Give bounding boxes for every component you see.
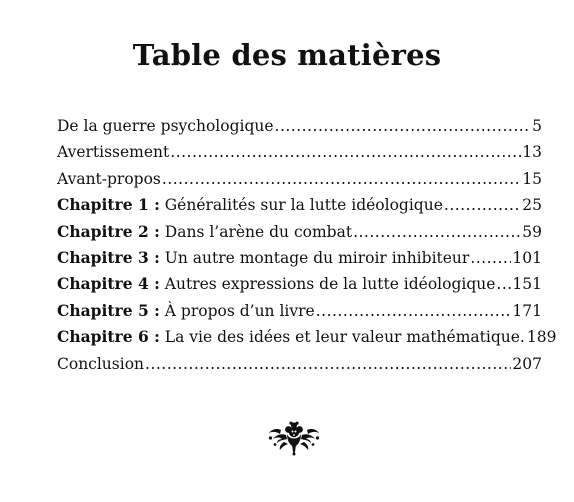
toc-entry-title [57, 169, 161, 188]
toc-entry-title [57, 116, 274, 135]
dot-leader [470, 249, 511, 267]
toc-entry-text: Avant-propos [57, 169, 161, 188]
toc-entry [57, 248, 542, 274]
dot-leader [444, 196, 521, 214]
toc-entry-title [57, 248, 469, 267]
toc-entry [57, 222, 542, 248]
toc-chapter-label: Chapitre 3 : [57, 247, 160, 267]
toc-entry-text: La vie des idées et leur valeur mathématique. [159, 328, 525, 347]
toc-chapter-label: Chapitre 6 : [57, 327, 160, 347]
toc-entry-text: À propos d’un livre [159, 301, 315, 320]
toc-chapter-label: Chapitre 4 : [57, 274, 160, 294]
dot-leader [275, 117, 532, 135]
table-of-contents [57, 116, 557, 380]
toc-entry-text: Avertissement [57, 143, 170, 162]
toc-entry-title [57, 222, 352, 241]
toc-chapter-label: Chapitre 5 : [57, 300, 160, 320]
toc-entry-text: Dans l’arène du combat [159, 222, 353, 241]
toc-entry [57, 169, 542, 195]
toc-entry-title [57, 142, 169, 161]
dot-leader [170, 143, 521, 161]
toc-page-number: 171 [512, 301, 542, 320]
toc-page-number: 207 [512, 354, 542, 373]
toc-page-number: 15 [522, 169, 542, 188]
toc-page-number: 25 [522, 196, 542, 215]
toc-entry [57, 142, 542, 168]
dot-leader [496, 275, 511, 293]
toc-entry [57, 116, 542, 142]
toc-entry-text: De la guerre psychologique [57, 117, 274, 135]
toc-entry-title [57, 195, 443, 214]
toc-page-number: 151 [512, 275, 542, 294]
dot-leader [316, 302, 512, 320]
toc-entry-title [57, 327, 525, 346]
toc-entry-text: Conclusion [57, 354, 145, 373]
toc-entry-text: Un autre montage du miroir inhibiteur [159, 248, 470, 267]
toc-page-number: 189 [526, 328, 557, 347]
toc-entry-text: Autres expressions de la lutte idéologique [159, 275, 496, 294]
toc-page-number: 101 [512, 248, 542, 267]
toc-entry [57, 301, 542, 327]
toc-entry-title [57, 301, 315, 320]
toc-entry [57, 327, 557, 353]
page-title: Table des matières [132, 38, 442, 72]
toc-chapter-label: Chapitre 1 : [57, 195, 160, 215]
dot-leader [145, 355, 511, 373]
floral-fleuron-icon [267, 420, 321, 456]
toc-entry-title [57, 354, 144, 373]
toc-entry [57, 354, 542, 380]
toc-chapter-label: Chapitre 2 : [57, 221, 160, 241]
toc-page-number: 59 [522, 222, 542, 241]
toc-entry-text: Généralités sur la lutte idéologique [159, 196, 443, 215]
toc-entry-title [57, 274, 495, 293]
dot-leader [162, 170, 521, 188]
toc-entry [57, 195, 542, 221]
toc-page-number: 5 [532, 117, 542, 135]
toc-page-number: 13 [522, 143, 542, 162]
dot-leader [353, 223, 521, 241]
toc-entry [57, 274, 542, 300]
